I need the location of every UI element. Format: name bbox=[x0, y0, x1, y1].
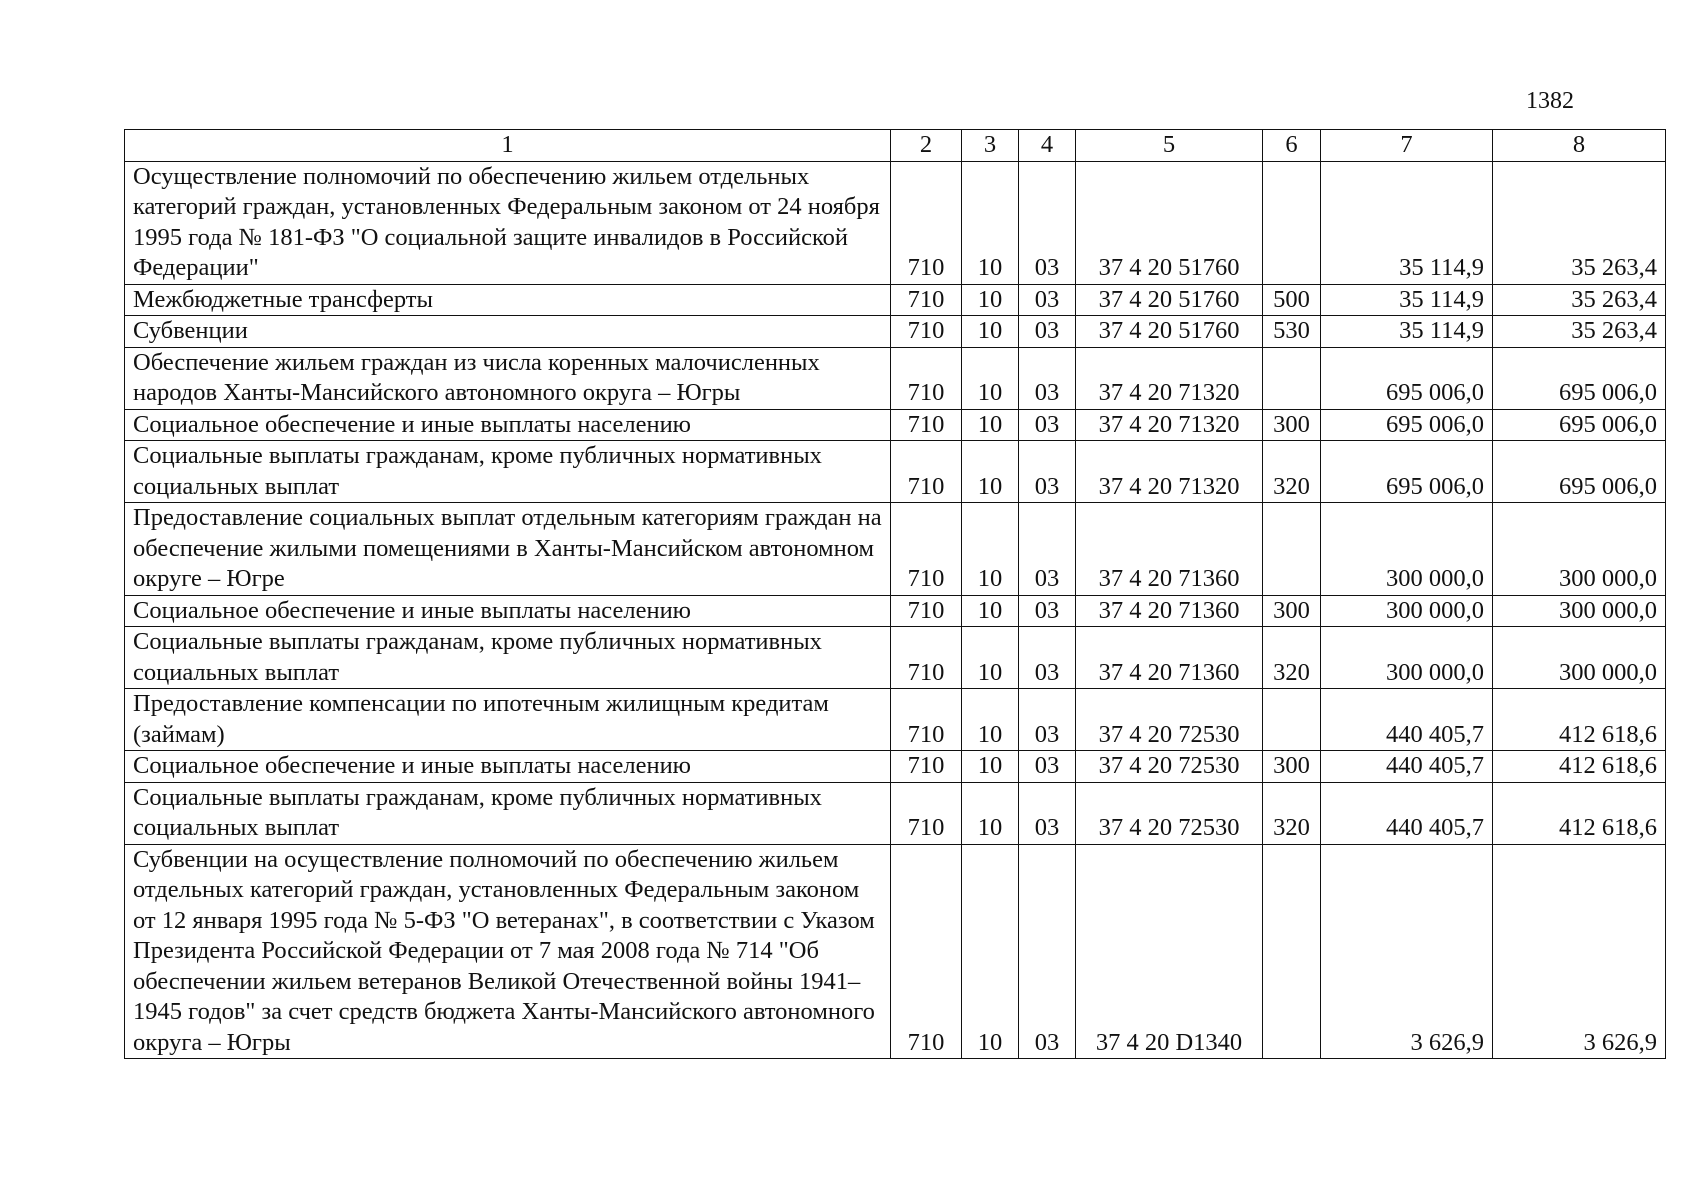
section-cell: 10 bbox=[962, 627, 1019, 689]
subsection-cell: 03 bbox=[1019, 689, 1076, 751]
amount-year1-cell: 35 114,9 bbox=[1321, 316, 1493, 348]
row-name-cell: Предоставление социальных выплат отдельным категориям граждан на обеспечение жилыми помещениями в Ханты-Мансийском автономном округе – Югре bbox=[125, 503, 891, 596]
amount-year2-cell: 35 263,4 bbox=[1493, 284, 1666, 316]
section-cell: 10 bbox=[962, 751, 1019, 783]
expense-type-cell: 300 bbox=[1263, 751, 1321, 783]
row-name-cell: Социальные выплаты гражданам, кроме публичных нормативных социальных выплат bbox=[125, 782, 891, 844]
admin-code-cell: 710 bbox=[891, 751, 962, 783]
admin-code-cell: 710 bbox=[891, 844, 962, 1059]
amount-year1-cell: 300 000,0 bbox=[1321, 595, 1493, 627]
subsection-cell: 03 bbox=[1019, 347, 1076, 409]
admin-code-cell: 710 bbox=[891, 161, 962, 284]
amount-year1-cell: 695 006,0 bbox=[1321, 441, 1493, 503]
header-row bbox=[125, 130, 1666, 162]
expense-type-cell bbox=[1263, 844, 1321, 1059]
row-name-cell: Субвенции bbox=[125, 316, 891, 348]
target-article-cell: 37 4 20 72530 bbox=[1076, 689, 1263, 751]
subsection-cell: 03 bbox=[1019, 409, 1076, 441]
amount-year2-cell: 412 618,6 bbox=[1493, 782, 1666, 844]
admin-code-cell: 710 bbox=[891, 782, 962, 844]
target-article-cell: 37 4 20 72530 bbox=[1076, 782, 1263, 844]
admin-code-cell: 710 bbox=[891, 284, 962, 316]
row-name-cell: Обеспечение жильем граждан из числа коренных малочисленных народов Ханты-Мансийского автономного округа – Югры bbox=[125, 347, 891, 409]
subsection-cell: 03 bbox=[1019, 627, 1076, 689]
section-cell: 10 bbox=[962, 441, 1019, 503]
amount-year1-cell: 3 626,9 bbox=[1321, 844, 1493, 1059]
amount-year1-cell: 300 000,0 bbox=[1321, 627, 1493, 689]
expense-type-cell: 320 bbox=[1263, 441, 1321, 503]
admin-code-cell: 710 bbox=[891, 347, 962, 409]
row-name-cell: Субвенции на осуществление полномочий по обеспечению жильем отдельных категорий граждан, установленных Федеральным законом от 12 января 1995 года № 5-ФЗ "О ветеранах", в соответствии с Указом Президента Российской Федерации от 7 мая 2008 года № 714 "Об обеспечении жильем ветеранов Великой Отечественной войны 1941–1945 годов" за счет средств бюджета Ханты-Мансийского автономного округа – Югры bbox=[125, 844, 891, 1059]
table-row bbox=[125, 595, 1666, 627]
expense-type-cell bbox=[1263, 347, 1321, 409]
amount-year2-cell: 695 006,0 bbox=[1493, 347, 1666, 409]
table-row bbox=[125, 782, 1666, 844]
subsection-cell: 03 bbox=[1019, 441, 1076, 503]
budget-table bbox=[124, 129, 1666, 1059]
amount-year2-cell: 695 006,0 bbox=[1493, 441, 1666, 503]
admin-code-cell: 710 bbox=[891, 627, 962, 689]
header-cell-4: 4 bbox=[1019, 130, 1076, 162]
admin-code-cell: 710 bbox=[891, 595, 962, 627]
amount-year2-cell: 3 626,9 bbox=[1493, 844, 1666, 1059]
table-row bbox=[125, 441, 1666, 503]
subsection-cell: 03 bbox=[1019, 503, 1076, 596]
expense-type-cell: 300 bbox=[1263, 595, 1321, 627]
expense-type-cell: 500 bbox=[1263, 284, 1321, 316]
target-article-cell: 37 4 20 71320 bbox=[1076, 347, 1263, 409]
table-row bbox=[125, 844, 1666, 1059]
header-cell-3: 3 bbox=[962, 130, 1019, 162]
header-cell-8: 8 bbox=[1493, 130, 1666, 162]
row-name-cell: Социальное обеспечение и иные выплаты населению bbox=[125, 595, 891, 627]
admin-code-cell: 710 bbox=[891, 689, 962, 751]
subsection-cell: 03 bbox=[1019, 595, 1076, 627]
expense-type-cell: 300 bbox=[1263, 409, 1321, 441]
amount-year2-cell: 300 000,0 bbox=[1493, 595, 1666, 627]
section-cell: 10 bbox=[962, 409, 1019, 441]
admin-code-cell: 710 bbox=[891, 316, 962, 348]
amount-year1-cell: 35 114,9 bbox=[1321, 284, 1493, 316]
amount-year1-cell: 695 006,0 bbox=[1321, 409, 1493, 441]
table-row bbox=[125, 689, 1666, 751]
section-cell: 10 bbox=[962, 844, 1019, 1059]
amount-year1-cell: 300 000,0 bbox=[1321, 503, 1493, 596]
row-name-cell: Предоставление компенсации по ипотечным жилищным кредитам (займам) bbox=[125, 689, 891, 751]
amount-year2-cell: 300 000,0 bbox=[1493, 503, 1666, 596]
target-article-cell: 37 4 20 71320 bbox=[1076, 441, 1263, 503]
table-row bbox=[125, 161, 1666, 284]
row-name-cell: Социальное обеспечение и иные выплаты населению bbox=[125, 409, 891, 441]
target-article-cell: 37 4 20 71360 bbox=[1076, 595, 1263, 627]
table-row bbox=[125, 627, 1666, 689]
subsection-cell: 03 bbox=[1019, 751, 1076, 783]
amount-year1-cell: 695 006,0 bbox=[1321, 347, 1493, 409]
target-article-cell: 37 4 20 51760 bbox=[1076, 161, 1263, 284]
amount-year1-cell: 440 405,7 bbox=[1321, 689, 1493, 751]
amount-year2-cell: 412 618,6 bbox=[1493, 689, 1666, 751]
amount-year2-cell: 412 618,6 bbox=[1493, 751, 1666, 783]
section-cell: 10 bbox=[962, 161, 1019, 284]
section-cell: 10 bbox=[962, 347, 1019, 409]
amount-year2-cell: 35 263,4 bbox=[1493, 316, 1666, 348]
expense-type-cell bbox=[1263, 503, 1321, 596]
expense-type-cell bbox=[1263, 161, 1321, 284]
subsection-cell: 03 bbox=[1019, 782, 1076, 844]
row-name-cell: Осуществление полномочий по обеспечению жильем отдельных категорий граждан, установленных Федеральным законом от 24 ноября 1995 года № 181-ФЗ "О социальной защите инвалидов в Российской Федерации" bbox=[125, 161, 891, 284]
target-article-cell: 37 4 20 72530 bbox=[1076, 751, 1263, 783]
amount-year1-cell: 35 114,9 bbox=[1321, 161, 1493, 284]
amount-year2-cell: 300 000,0 bbox=[1493, 627, 1666, 689]
amount-year2-cell: 695 006,0 bbox=[1493, 409, 1666, 441]
section-cell: 10 bbox=[962, 316, 1019, 348]
expense-type-cell: 530 bbox=[1263, 316, 1321, 348]
target-article-cell: 37 4 20 71360 bbox=[1076, 627, 1263, 689]
amount-year1-cell: 440 405,7 bbox=[1321, 751, 1493, 783]
section-cell: 10 bbox=[962, 284, 1019, 316]
page-number: 1382 bbox=[1526, 88, 1574, 114]
section-cell: 10 bbox=[962, 503, 1019, 596]
subsection-cell: 03 bbox=[1019, 161, 1076, 284]
target-article-cell: 37 4 20 51760 bbox=[1076, 316, 1263, 348]
subsection-cell: 03 bbox=[1019, 284, 1076, 316]
admin-code-cell: 710 bbox=[891, 409, 962, 441]
expense-type-cell: 320 bbox=[1263, 627, 1321, 689]
admin-code-cell: 710 bbox=[891, 441, 962, 503]
header-cell-1: 1 bbox=[125, 130, 891, 162]
amount-year1-cell: 440 405,7 bbox=[1321, 782, 1493, 844]
subsection-cell: 03 bbox=[1019, 316, 1076, 348]
amount-year2-cell: 35 263,4 bbox=[1493, 161, 1666, 284]
target-article-cell: 37 4 20 51760 bbox=[1076, 284, 1263, 316]
section-cell: 10 bbox=[962, 689, 1019, 751]
table-row bbox=[125, 503, 1666, 596]
row-name-cell: Социальное обеспечение и иные выплаты населению bbox=[125, 751, 891, 783]
subsection-cell: 03 bbox=[1019, 844, 1076, 1059]
target-article-cell: 37 4 20 D1340 bbox=[1076, 844, 1263, 1059]
header-cell-7: 7 bbox=[1321, 130, 1493, 162]
admin-code-cell: 710 bbox=[891, 503, 962, 596]
expense-type-cell: 320 bbox=[1263, 782, 1321, 844]
table-row bbox=[125, 284, 1666, 316]
table-row bbox=[125, 316, 1666, 348]
row-name-cell: Социальные выплаты гражданам, кроме публичных нормативных социальных выплат bbox=[125, 441, 891, 503]
row-name-cell: Межбюджетные трансферты bbox=[125, 284, 891, 316]
header-cell-2: 2 bbox=[891, 130, 962, 162]
header-cell-6: 6 bbox=[1263, 130, 1321, 162]
target-article-cell: 37 4 20 71320 bbox=[1076, 409, 1263, 441]
table-row bbox=[125, 347, 1666, 409]
expense-type-cell bbox=[1263, 689, 1321, 751]
header-cell-5: 5 bbox=[1076, 130, 1263, 162]
target-article-cell: 37 4 20 71360 bbox=[1076, 503, 1263, 596]
section-cell: 10 bbox=[962, 782, 1019, 844]
row-name-cell: Социальные выплаты гражданам, кроме публичных нормативных социальных выплат bbox=[125, 627, 891, 689]
table-row bbox=[125, 751, 1666, 783]
section-cell: 10 bbox=[962, 595, 1019, 627]
table-row bbox=[125, 409, 1666, 441]
